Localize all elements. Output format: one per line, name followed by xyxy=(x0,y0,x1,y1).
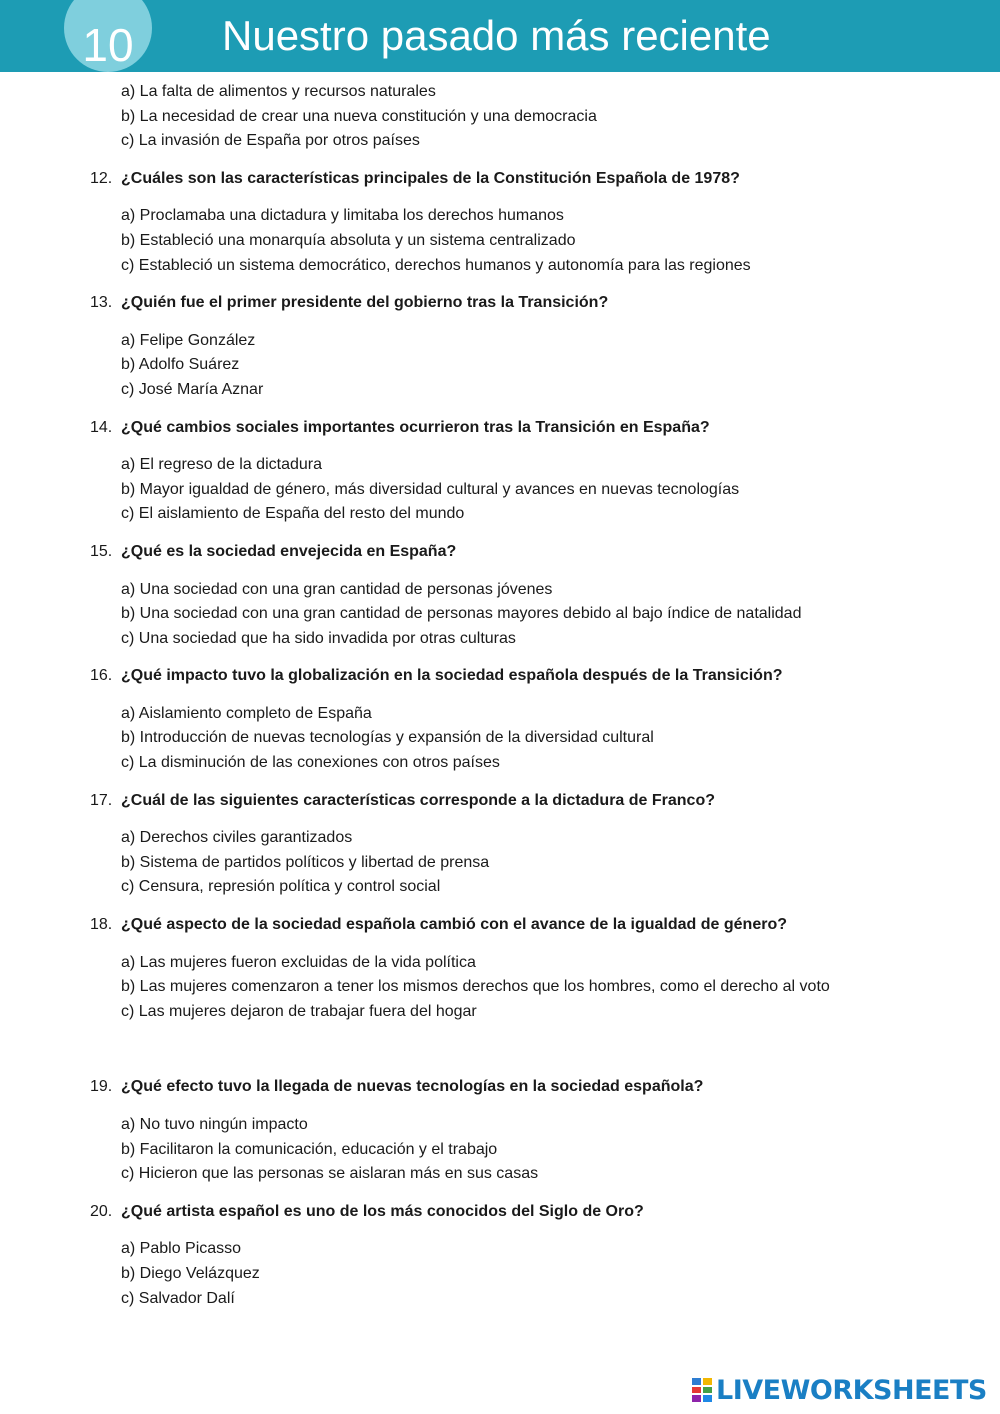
question-18 xyxy=(90,913,920,938)
answer-option[interactable]: c) La invasión de España por otros países xyxy=(121,132,420,150)
q19-options xyxy=(90,1113,920,1187)
question-text: ¿Qué efecto tuvo la llegada de nuevas tecnologías en la sociedad española? xyxy=(121,1078,704,1096)
answer-option[interactable]: a) Pablo Picasso xyxy=(121,1240,242,1258)
question-text: ¿Qué aspecto de la sociedad española cambió con el avance de la igualdad de género? xyxy=(121,916,787,934)
answer-option[interactable]: c) Estableció un sistema democrático, derechos humanos y autonomía para las regiones xyxy=(121,256,751,274)
question-number: 14. xyxy=(90,418,113,436)
question-text: ¿Qué cambios sociales importantes ocurrieron tras la Transición en España? xyxy=(121,418,710,436)
answer-option[interactable]: b) Facilitaron la comunicación, educación y el trabajo xyxy=(121,1140,498,1158)
answer-option[interactable]: c) El aislamiento de España del resto del mundo xyxy=(121,505,465,523)
q13-options xyxy=(90,329,920,403)
answer-option[interactable]: a) Felipe González xyxy=(121,331,256,349)
logo-mark-block xyxy=(703,1387,712,1394)
answer-option[interactable]: a) El regreso de la dictadura xyxy=(121,456,322,474)
answer-option[interactable]: a) Una sociedad con una gran cantidad de personas jóvenes xyxy=(121,580,553,598)
logo-mark-block xyxy=(692,1387,701,1394)
logo-mark-block xyxy=(692,1395,701,1402)
answer-option[interactable]: b) Las mujeres comenzaron a tener los mismos derechos que los hombres, como el derecho al voto xyxy=(121,978,830,996)
answer-option[interactable]: c) José María Aznar xyxy=(121,380,264,398)
worksheet-content xyxy=(90,80,920,1311)
question-number: 15. xyxy=(90,542,113,560)
q16-options xyxy=(90,702,920,776)
question-13 xyxy=(90,291,920,316)
liveworksheets-logo[interactable] xyxy=(692,1375,987,1405)
answer-option[interactable]: b) Una sociedad con una gran cantidad de personas mayores debido al bajo índice de natalidad xyxy=(121,605,802,623)
q12-options xyxy=(90,204,920,278)
answer-option[interactable]: a) Aislamiento completo de España xyxy=(121,704,372,722)
answer-option[interactable]: b) Diego Velázquez xyxy=(121,1264,260,1282)
answer-option[interactable]: c) Las mujeres dejaron de trabajar fuera del hogar xyxy=(121,1002,477,1020)
question-12 xyxy=(90,167,920,192)
answer-option[interactable]: a) Las mujeres fueron excluidas de la vida política xyxy=(121,953,476,971)
question-14 xyxy=(90,416,920,441)
question-number: 16. xyxy=(90,667,113,685)
question-text: ¿Qué impacto tuvo la globalización en la sociedad española después de la Transición? xyxy=(121,667,783,685)
logo-mark-block xyxy=(703,1395,712,1402)
answer-option[interactable]: b) La necesidad de crear una nueva constitución y una democracia xyxy=(121,107,597,125)
q18-options xyxy=(90,951,920,1025)
question-20 xyxy=(90,1200,920,1225)
answer-option[interactable]: b) Estableció una monarquía absoluta y un sistema centralizado xyxy=(121,231,576,249)
page-title: Nuestro pasado más reciente xyxy=(222,12,771,59)
question-number: 17. xyxy=(90,791,113,809)
question-text: ¿Qué artista español es uno de los más conocidos del Siglo de Oro? xyxy=(121,1202,644,1220)
question-17 xyxy=(90,789,920,814)
unit-number-badge: 10 xyxy=(64,0,152,72)
question-number: 13. xyxy=(90,294,113,312)
logo-mark-icon xyxy=(692,1378,712,1402)
answer-option[interactable]: b) Mayor igualdad de género, más diversidad cultural y avances en nuevas tecnologías xyxy=(121,480,740,498)
answer-option[interactable]: a) No tuvo ningún impacto xyxy=(121,1116,308,1133)
logo-mark-block xyxy=(703,1378,712,1385)
q15-options xyxy=(90,578,920,652)
question-number: 19. xyxy=(90,1078,113,1096)
question-15 xyxy=(90,540,920,565)
logo-text: LIVEWORKSHEETS xyxy=(716,1374,987,1406)
question-text: ¿Qué es la sociedad envejecida en España? xyxy=(121,542,457,560)
answer-option[interactable]: b) Sistema de partidos políticos y libertad de prensa xyxy=(121,853,490,871)
answer-option[interactable]: c) Una sociedad que ha sido invadida por otras culturas xyxy=(121,629,516,647)
header-bar xyxy=(0,0,1000,72)
question-19 xyxy=(90,1075,920,1100)
question-number: 20. xyxy=(90,1202,113,1220)
answer-option[interactable]: c) La disminución de las conexiones con otros países xyxy=(121,754,500,772)
answer-option[interactable]: a) Proclamaba una dictadura y limitaba los derechos humanos xyxy=(121,207,564,225)
question-text: ¿Quién fue el primer presidente del gobierno tras la Transición? xyxy=(121,294,609,312)
answer-option[interactable]: b) Adolfo Suárez xyxy=(121,356,240,374)
question-16 xyxy=(90,664,920,689)
q17-options xyxy=(90,826,920,900)
question-text: ¿Cuáles son las características principales de la Constitución Española de 1978? xyxy=(121,169,740,187)
q11-options xyxy=(90,80,920,154)
answer-option[interactable]: a) La falta de alimentos y recursos naturales xyxy=(121,83,436,100)
answer-option[interactable]: c) Hicieron que las personas se aislaran más en sus casas xyxy=(121,1165,539,1183)
question-number: 18. xyxy=(90,916,113,934)
answer-option[interactable]: c) Censura, represión política y control social xyxy=(121,878,441,896)
q14-options xyxy=(90,453,920,527)
answer-option[interactable]: a) Derechos civiles garantizados xyxy=(121,829,353,847)
logo-mark-block xyxy=(692,1378,701,1385)
q20-options xyxy=(90,1237,920,1311)
answer-option[interactable]: b) Introducción de nuevas tecnologías y expansión de la diversidad cultural xyxy=(121,729,654,747)
question-text: ¿Cuál de las siguientes características corresponde a la dictadura de Franco? xyxy=(121,791,715,809)
question-number: 12. xyxy=(90,169,113,187)
answer-option[interactable]: c) Salvador Dalí xyxy=(121,1289,235,1307)
